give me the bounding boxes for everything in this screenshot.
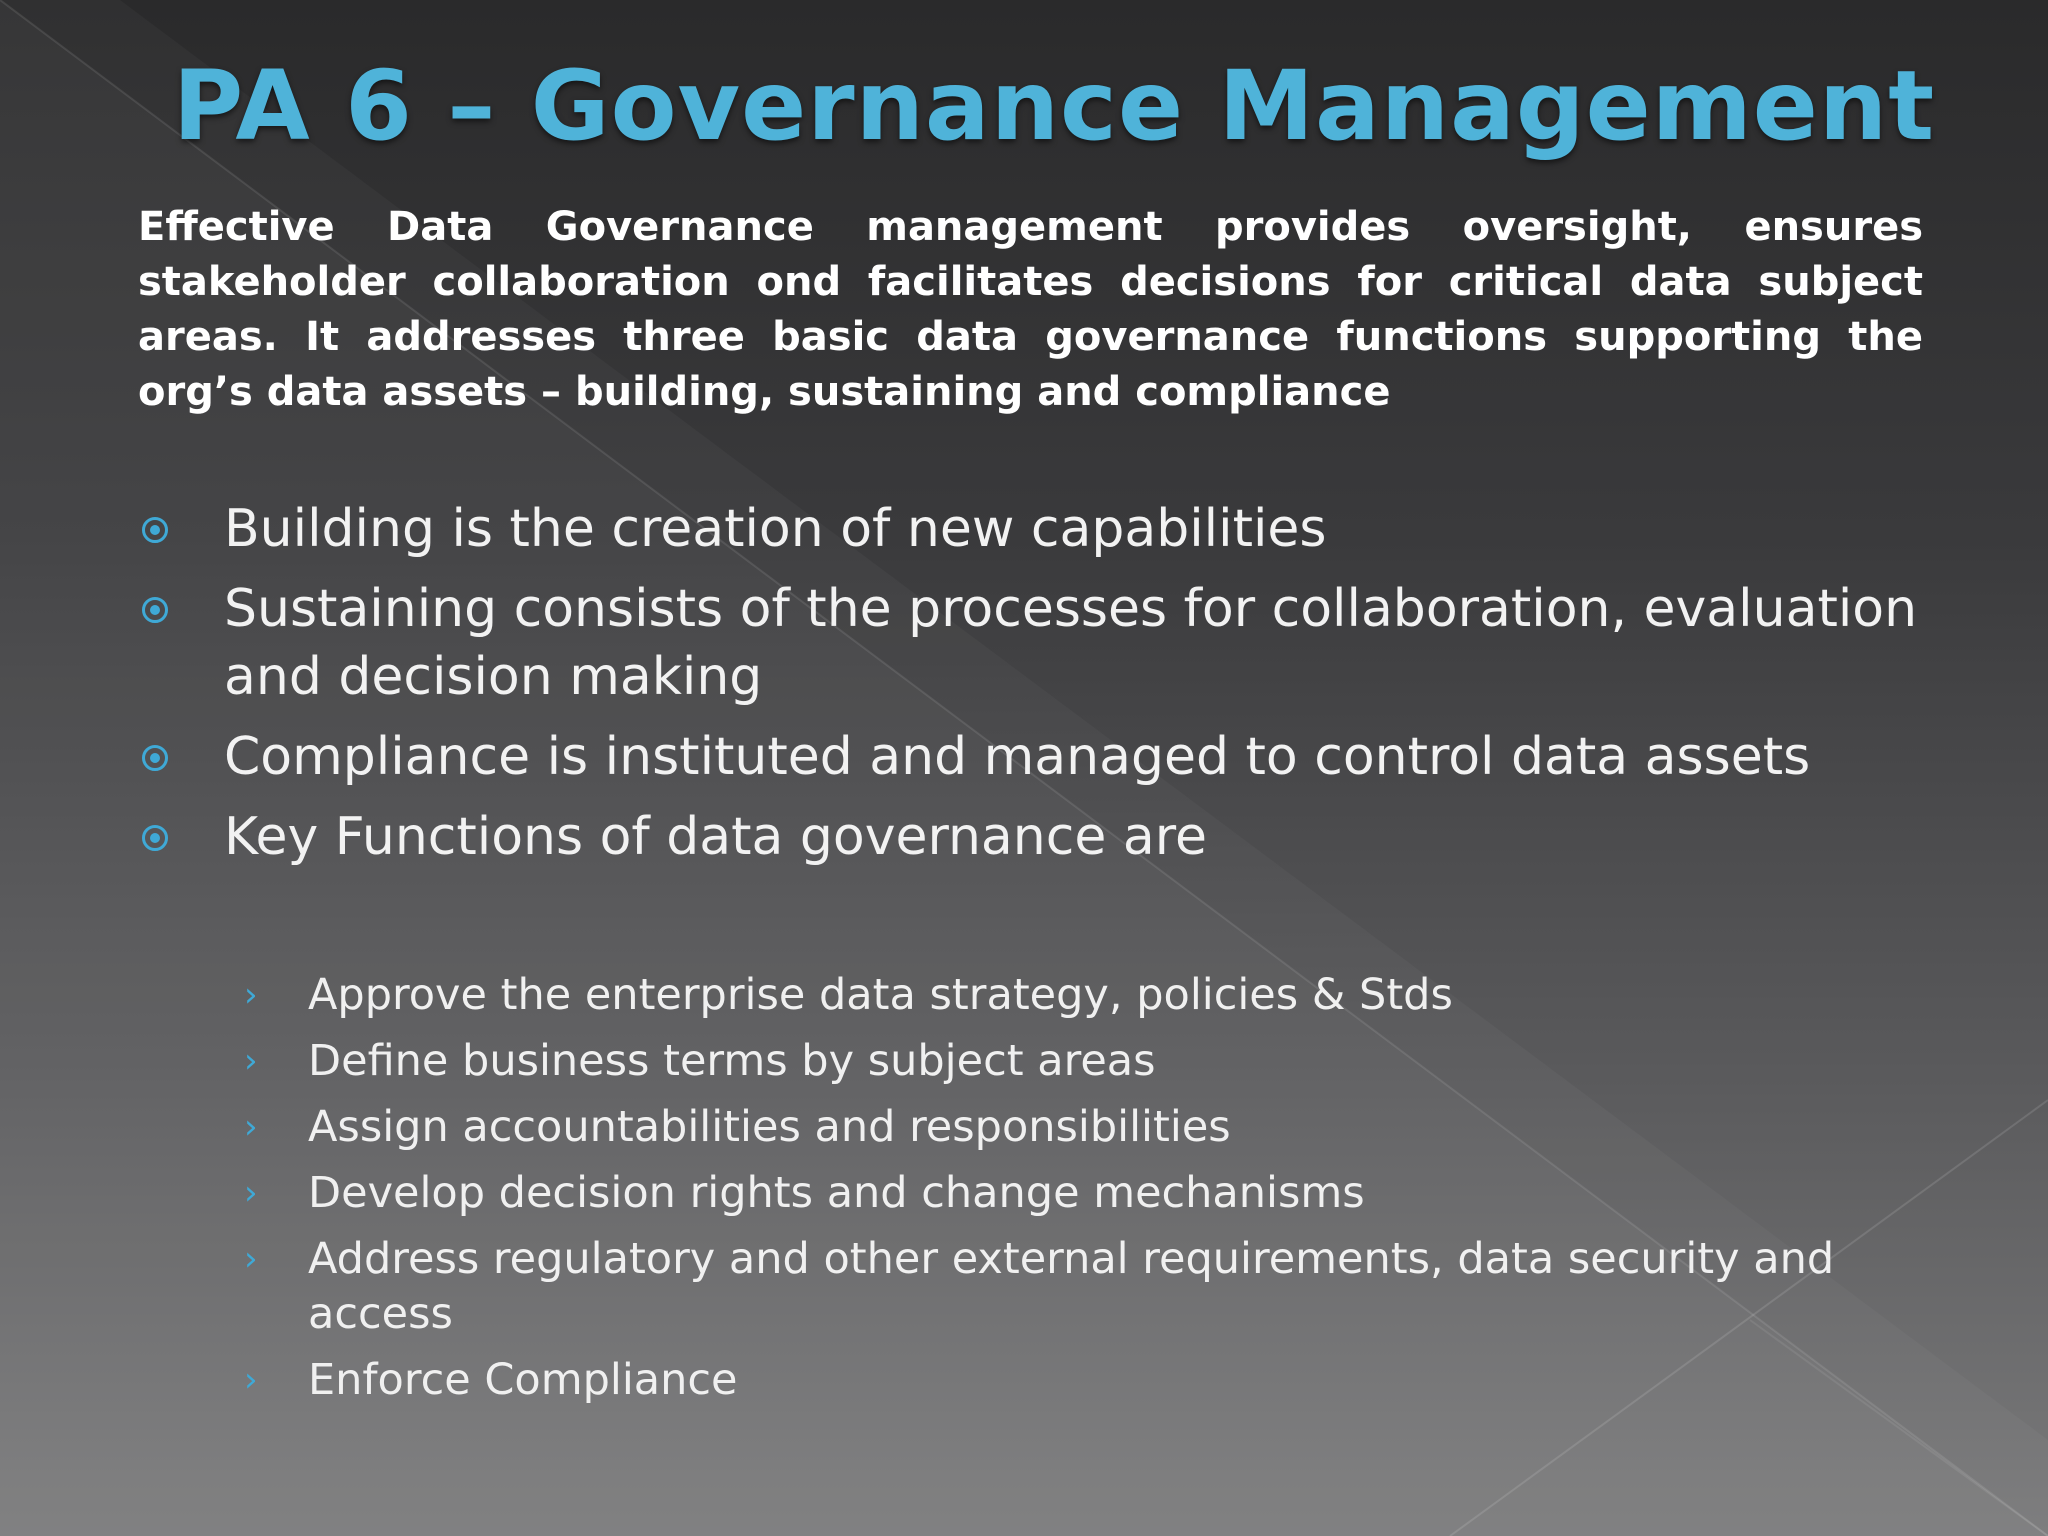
chevron-right-icon: › [244, 1107, 258, 1147]
chevron-right-icon: › [244, 1041, 258, 1081]
sub-bullet-text: Define business terms by subject areas [308, 1036, 1156, 1086]
sub-bullet-text: Develop decision rights and change mechanisms [308, 1168, 1365, 1218]
chevron-right-icon: › [244, 1360, 258, 1400]
target-circle-icon [142, 745, 168, 771]
chevron-right-icon: › [244, 1173, 258, 1213]
bullet-item [138, 723, 1958, 791]
target-circle-icon [142, 517, 168, 543]
intro-paragraph: Effective Data Governance management provides oversight, ensures stakeholder collaboration ond facilitates decisions for critical data subject areas. It addresses three basic data governance functions supporting the org’s data assets – building, sustaining and compliance [138, 204, 1923, 415]
bullet-text: Key Functions of data governance are [224, 807, 1207, 867]
bullet-item [138, 575, 1958, 711]
sub-bullet-text: Assign accountabilities and responsibilities [308, 1102, 1231, 1152]
chevron-right-icon: › [244, 975, 258, 1015]
bullet-item [138, 803, 1958, 871]
sub-bullet-list [240, 968, 1940, 1419]
sub-bullet-item [240, 1100, 1940, 1155]
target-circle-icon [142, 597, 168, 623]
bullet-list [138, 495, 1958, 883]
bullet-text: Building is the creation of new capabilities [224, 499, 1327, 559]
sub-bullet-item [240, 1034, 1940, 1089]
sub-bullet-item [240, 1166, 1940, 1221]
bullet-text: Compliance is instituted and managed to control data assets [224, 727, 1811, 787]
sub-bullet-item [240, 968, 1940, 1023]
sub-bullet-text: Enforce Compliance [308, 1355, 738, 1405]
slide-title: PA 6 – Governance Management [172, 50, 1936, 162]
bullet-text: Sustaining consists of the processes for collaboration, evaluation and decision making [224, 579, 1918, 707]
sub-bullet-text: Address regulatory and other external requirements, data security and access [308, 1234, 1835, 1339]
target-circle-icon [142, 825, 168, 851]
sub-bullet-item [240, 1353, 1940, 1408]
bullet-item [138, 495, 1958, 563]
sub-bullet-text: Approve the enterprise data strategy, policies & Stds [308, 970, 1453, 1020]
chevron-right-icon: › [244, 1239, 258, 1279]
sub-bullet-item [240, 1232, 1940, 1342]
